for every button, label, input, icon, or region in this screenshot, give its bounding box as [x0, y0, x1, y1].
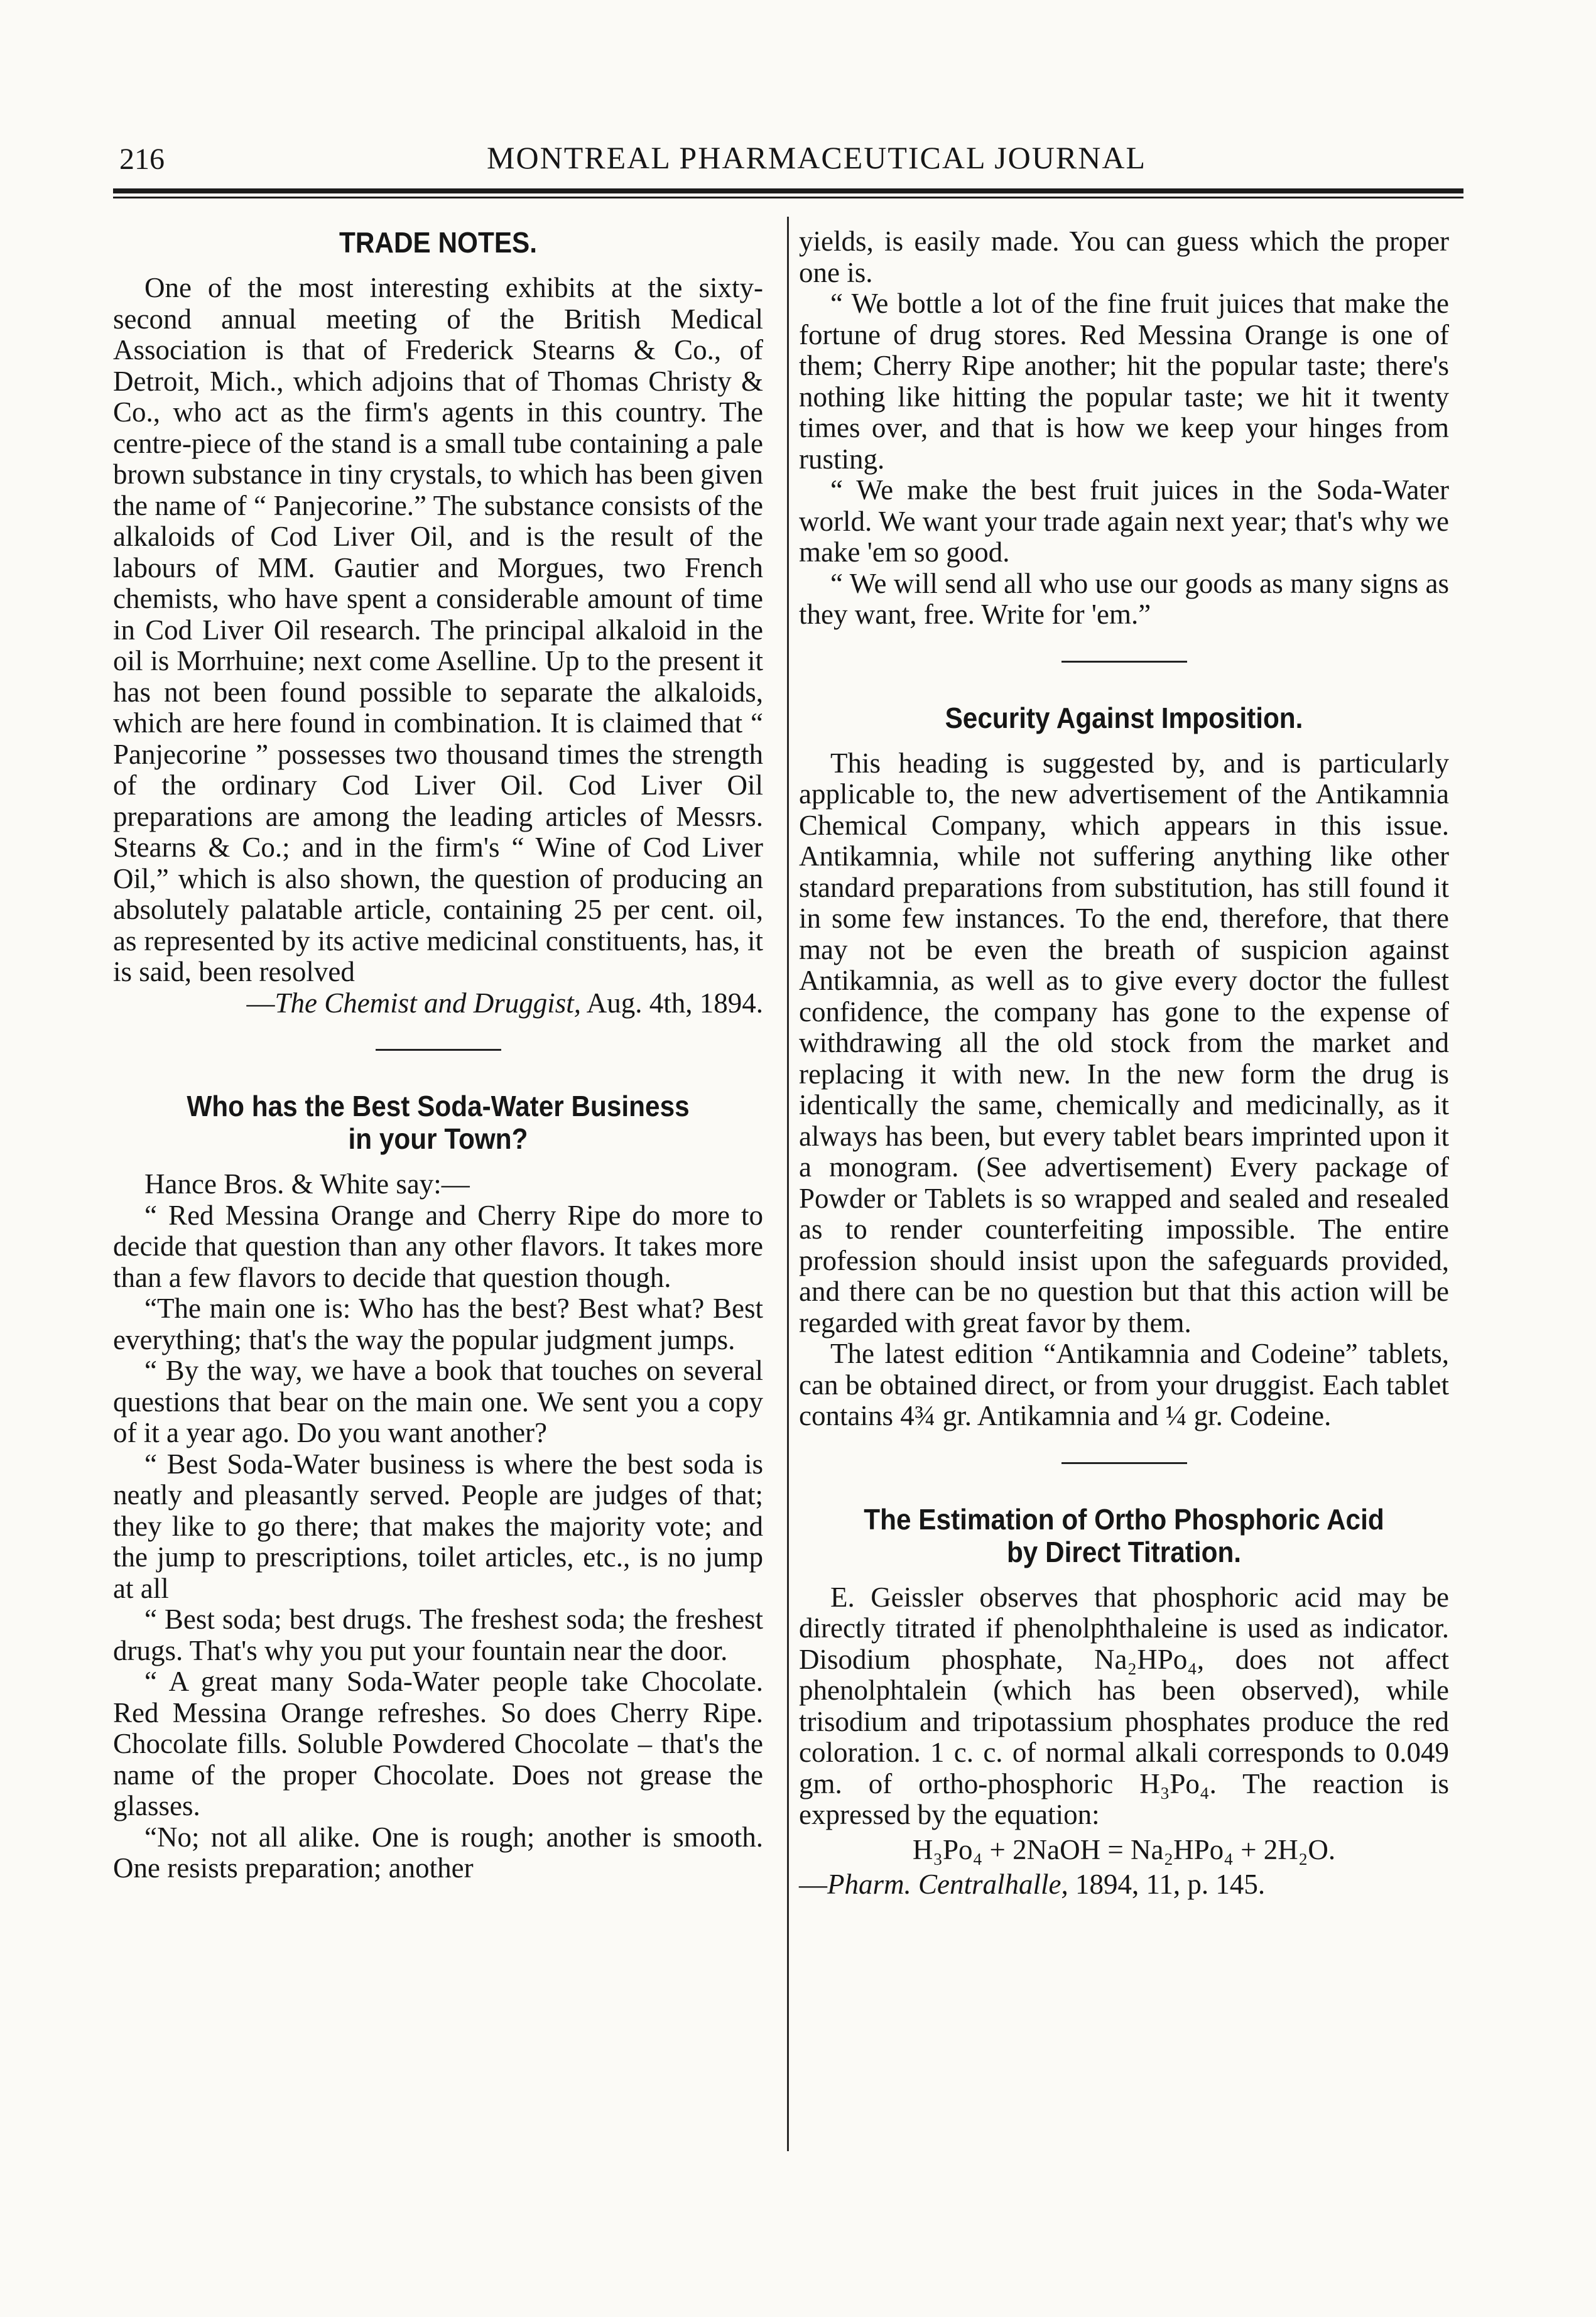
section-separator [1061, 661, 1187, 663]
citation-date: Aug. 4th, 1894. [580, 987, 763, 1019]
citation-dash: — [246, 987, 275, 1019]
trade-notes-citation [113, 988, 763, 1019]
soda-water-paragraph: “ By the way, we have a book that touches on several questions that bear on the main one. We sent you a copy of it a year ago. Do you want another? [113, 1355, 763, 1448]
trade-notes-title: TRADE NOTES. [339, 226, 538, 259]
column-divider [787, 217, 789, 2151]
security-paragraph: This heading is suggested by, and is particularly applicable to, the new advertisement of the Antikamnia Chemical Company, which appears in this issue. Antikamnia, while not suffering anything like other standard preparations from substitution, has still found it in some few instances. To the end, therefore, that there may not be even the breath of suspicion against Antikamnia, as well as to give every doctor the fullest confidence, the company has gone to the expense of withdrawing all the old stock from the market and replacing it with new. In the new form the drug is identically the same, chemically and medicinally, as it always has been, but every tablet bears imprinted upon it a monogram. (See advertisement) Every package of Powder or Tablets is so wrapped and sealed and resealed as to render counterfeiting impossible. The entire profession should insist upon the safeguards provided, and there can be no question but that this action will be regarded with great favor by them. [799, 747, 1449, 1338]
soda-water-title-line1: Who has the Best Soda-Water Business [187, 1090, 690, 1122]
phosphoric-paragraph: E. Geissler observes that phosphoric acid may be directly titrated if phenolphthaleine is used as indicator. Disodium phosphate, Na₂HPo₄, does not affect phenolphtalein (which has been observed), while trisodium and tripotassium phosphates produce the red coloration. 1 c. c. of normal alkali corresponds to 0.049 gm. of ortho-phosphoric H₃Po₄. The reaction is expressed by the equation: [799, 1581, 1449, 1830]
right-column [799, 225, 1449, 1900]
soda-water-continued-paragraph: “ We bottle a lot of the fine fruit juices that make the fortune of drug stores. Red Messina Orange is one of them; Cherry Ripe another; hit the popular taste; there's nothing like hitting the popular taste; we hit it twenty times over, and that is how we keep your hinges from rusting. [799, 288, 1449, 475]
soda-water-title [139, 1090, 737, 1155]
soda-water-intro: Hance Bros. & White say:— [144, 1168, 470, 1200]
soda-water-paragraph: “No; not all alike. One is rough; another is smooth. One resists preparation; another [113, 1821, 763, 1884]
soda-water-paragraph: “ Red Messina Orange and Cherry Ripe do more to decide that question than any other flavors. It takes more than a few flavors to decide that question though. [113, 1199, 763, 1293]
citation-dash: — [799, 1869, 827, 1900]
reaction-equation: H₃Po₄ + 2NaOH = Na₂HPo₄ + 2H₂O. [912, 1833, 1336, 1865]
phosphoric-title [825, 1503, 1423, 1568]
security-paragraph: The latest edition “Antikamnia and Codeine” tablets, can be obtained direct, or from your druggist. Each tablet contains 4¾ gr. Antikamnia and ¼ gr. Codeine. [799, 1338, 1449, 1431]
journal-title: MONTREAL PHARMACEUTICAL JOURNAL [487, 140, 1146, 175]
phosphoric-citation [799, 1869, 1449, 1901]
soda-water-continued-paragraph: “ We will send all who use our goods as many signs as they want, free. Write for 'em.” [799, 567, 1449, 630]
page-number: 216 [119, 143, 165, 176]
citation-source: Pharm. Centralhalle, [827, 1869, 1068, 1900]
trade-notes-paragraph: One of the most interesting exhibits at the sixty-second annual meeting of the British Medical Association is that of Frederick Stearns & Co., of Detroit, Mich., which adjoins that of Thomas Christy & Co., who act as the firm's agents in this country. The centre-piece of the stand is a small tube containing a pale brown substance in tiny crystals, to which has been given the name of “ Panjecorine.” The substance consists of the alkaloids of Cod Liver Oil, and is the result of the labours of MM. Gautier and Morgues, two French chemists, who have spent a considerable amount of time in Cod Liver Oil research. The principal alkaloid in the oil is Morrhuine; next come Aselline. Up to the present it has not been found possible to separate the alkaloids, which are here found in combination. It is claimed that “ Panjecorine ” possesses two thousand times the strength of the ordinary Cod Liver Oil. Cod Liver Oil preparations are among the leading articles of Messrs. Stearns & Co.; and in the firm's “ Wine of Cod Liver Oil,” which is also shown, the question of producing an absolutely palatable article, containing 25 per cent. oil, as represented by its active medicinal constituents, has, it is said, been resolved [113, 272, 763, 987]
citation-date: 1894, 11, p. 145. [1068, 1869, 1266, 1900]
phosphoric-title-line1: The Estimation of Ortho Phosphoric Acid [864, 1502, 1384, 1536]
page-header [119, 139, 1463, 183]
soda-water-paragraph: “ A great many Soda-Water people take Chocolate. Red Messina Orange refreshes. So does Cherry Ripe. Chocolate fills. Soluble Powdered Chocolate – that's the name of the proper Chocolate. Does not grease the glasses. [113, 1666, 763, 1821]
security-title: Security Against Imposition. [945, 701, 1303, 734]
header-rule-thin [113, 197, 1463, 198]
soda-water-continued-paragraph: “ We make the best fruit juices in the Soda-Water world. We want your trade again next year; that's why we make 'em so good. [799, 474, 1449, 568]
soda-water-paragraph: “The main one is: Who has the best? Best what? Best everything; that's the way the popular judgment jumps. [113, 1293, 763, 1355]
left-column [113, 226, 763, 2142]
phosphoric-title-line2: by Direct Titration. [1006, 1535, 1242, 1568]
soda-water-paragraph: “ Best soda; best drugs. The freshest soda; the freshest drugs. That's why you put your fountain near the door. [113, 1603, 763, 1666]
soda-water-continued-paragraph: yields, is easily made. You can guess which the proper one is. [799, 225, 1449, 288]
section-separator [1061, 1462, 1187, 1464]
section-separator [376, 1049, 501, 1051]
header-rule-thick [113, 188, 1463, 193]
citation-source: The Chemist and Druggist, [274, 987, 581, 1019]
soda-water-paragraph: “ Best Soda-Water business is where the best soda is neatly and pleasantly served. People are judges of that; they like to go there; that makes the majority vote; and the jump to prescriptions, toilet articles, etc., is no jump at all [113, 1448, 763, 1604]
soda-water-title-line2: in your Town? [348, 1122, 528, 1155]
